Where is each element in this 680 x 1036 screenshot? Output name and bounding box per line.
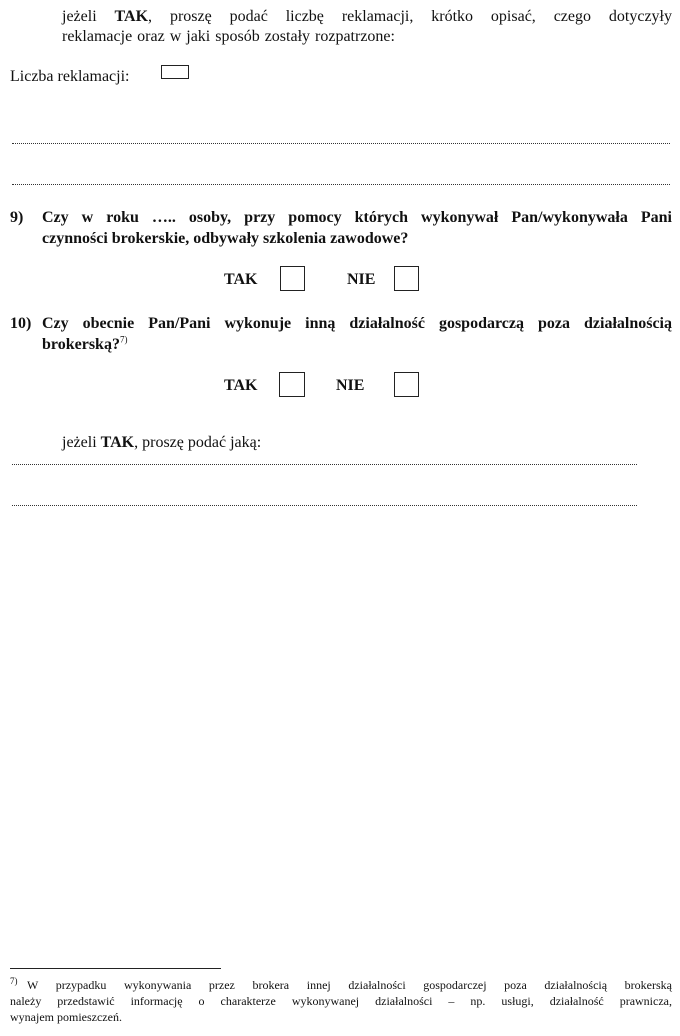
- followup-prefix: jeżeli: [62, 434, 97, 451]
- intro-line-2: reklamacje oraz w jaki sposób zostały rozpatrzone:: [62, 28, 395, 45]
- q10-text-line-2: [42, 336, 127, 354]
- footnote-line-1: W przypadku wykonywania przez brokera innej działalności gospodarczej poza działalnością brokerską: [27, 978, 672, 992]
- followup-rest: , proszę podać jaką:: [134, 434, 262, 451]
- intro-line-1: [62, 8, 672, 26]
- q9-text-line-2: czynności brokerskie, odbywały szkolenia zawodowe?: [42, 230, 409, 247]
- intro-prefix: jeżeli: [62, 8, 97, 25]
- q9-text-line-1: Czy w roku ….. osoby, przy pomocy których wykonywał Pan/wykonywała Pani: [42, 209, 672, 226]
- q10-no-label: NIE: [336, 377, 365, 394]
- q9-no-checkbox[interactable]: [394, 266, 419, 291]
- footnote-line-3: wynajem pomieszczeń.: [10, 1010, 122, 1024]
- footnote-separator: [10, 968, 221, 969]
- footnote-ref-7: 7): [119, 334, 128, 345]
- q10-text-line-1: Czy obecnie Pan/Pani wykonuje inną działalność gospodarczą poza działalnością: [42, 315, 672, 332]
- complaints-description-line-2[interactable]: [12, 184, 670, 185]
- footnote-marker: 7): [10, 976, 18, 986]
- intro-tak-bold: TAK: [114, 8, 149, 25]
- q10-no-checkbox[interactable]: [394, 372, 419, 397]
- complaints-count-input[interactable]: [161, 65, 189, 79]
- q10-line2-text: brokerską?: [42, 336, 120, 353]
- complaints-count-label: Liczba reklamacji:: [10, 68, 130, 85]
- q9-no-label: NIE: [347, 271, 376, 288]
- q9-yes-label: TAK: [224, 271, 258, 288]
- q9-yes-checkbox[interactable]: [280, 266, 305, 291]
- q10-answer-line-2[interactable]: [12, 505, 637, 506]
- q9-number: 9): [10, 209, 24, 226]
- followup-tak-bold: TAK: [100, 434, 135, 451]
- intro-rest: , proszę podać liczbę reklamacji, krótko opisać, czego dotyczyły: [148, 8, 672, 25]
- footnote-line-2: należy przedstawić informację o charakterze wykonywanej działalności – np. usługi, działalność prawnicza,: [10, 994, 672, 1008]
- complaints-description-line-1[interactable]: [12, 143, 670, 144]
- q10-yes-label: TAK: [224, 377, 258, 394]
- q10-yes-checkbox[interactable]: [279, 372, 305, 397]
- q10-followup-label: [62, 434, 261, 452]
- q10-answer-line-1[interactable]: [12, 464, 637, 465]
- q10-number: 10): [10, 315, 32, 332]
